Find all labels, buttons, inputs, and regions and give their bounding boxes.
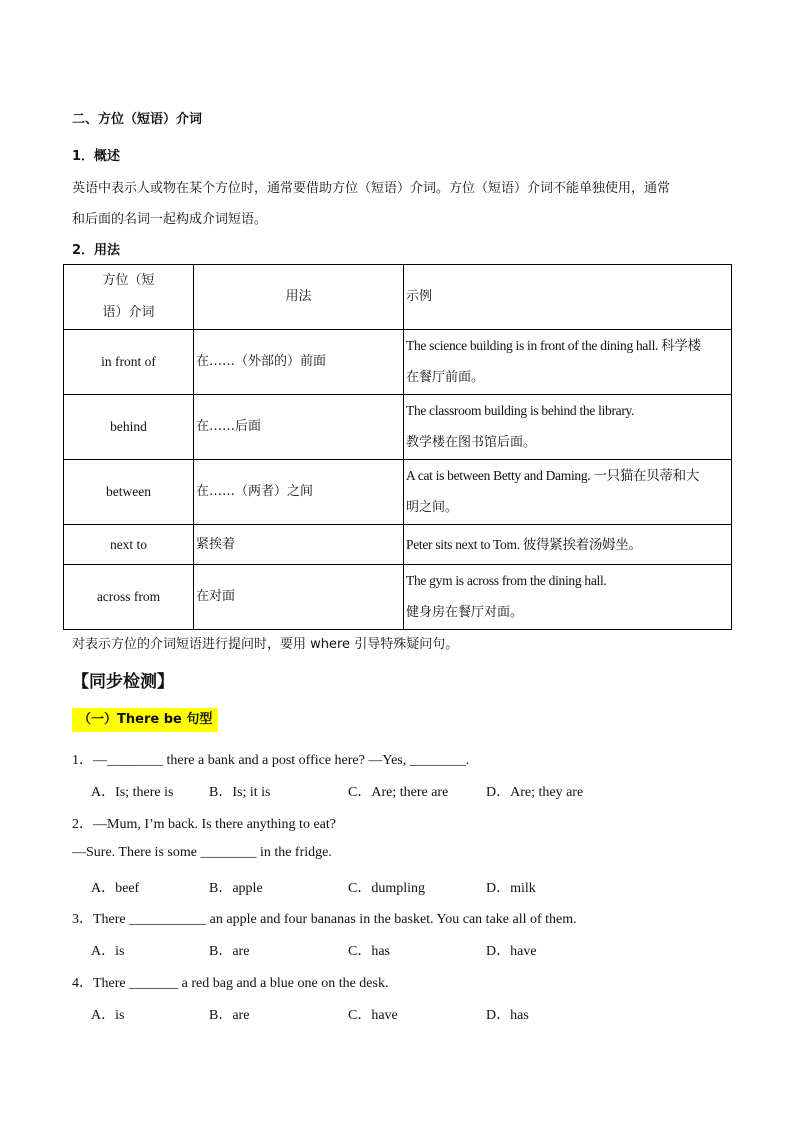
question-1-option-d: D．Are; they are [486, 785, 584, 800]
usage-heading: 2．用法 [72, 243, 121, 258]
row-example-line-2: 明之间。 [406, 500, 459, 515]
question-2-text: 2．—Mum, I’m back. Is there anything to eat? [72, 817, 336, 832]
row-example [404, 460, 732, 525]
question-1-text: 1．—________ there a bank and a post office here? —Yes, ________. [72, 753, 470, 768]
question-1-option-c: C．Are; there are [348, 785, 449, 800]
table-row [64, 395, 732, 460]
question-1-option-b: B．Is; it is [209, 785, 271, 800]
overview-text-line-1: 英语中表示人或物在某个方位时，通常要借助方位（短语）介词。方位（短语）介词不能单独使用，通常 [72, 181, 671, 196]
row-usage: 紧挨着 [194, 525, 404, 565]
row-example-line-1: The gym is across from the dining hall. [406, 573, 607, 588]
table-header-row [64, 265, 732, 330]
header-example: 示例 [404, 265, 732, 330]
question-3-option-d: D．have [486, 944, 537, 959]
question-3-text: 3．There ___________ an apple and four bananas in the basket. You can take all of them. [72, 912, 577, 927]
row-preposition: in front of [64, 330, 194, 395]
question-3-option-b: B．are [209, 944, 250, 959]
question-2-option-a: A．beef [91, 881, 140, 896]
sync-test-title: 【同步检测】 [72, 672, 174, 692]
question-2-text-line-2: —Sure. There is some ________ in the fridge. [72, 845, 332, 860]
question-2-option-d: D．milk [486, 881, 536, 896]
question-4-option-a: A．is [91, 1008, 125, 1023]
row-example-line-1: A cat is between Betty and Daming. 一只猫在贝蒂和大 [406, 468, 700, 483]
row-example-line-2: 教学楼在图书馆后面。 [406, 435, 537, 450]
question-4-option-b: B．are [209, 1008, 250, 1023]
row-example-line-1: The science building is in front of the dining hall. 科学楼 [406, 338, 701, 353]
question-3-option-c: C．has [348, 944, 390, 959]
overview-text-line-2: 和后面的名词一起构成介词短语。 [72, 212, 268, 227]
table-row [64, 330, 732, 395]
row-preposition: across from [64, 565, 194, 630]
part-one-label: （一）There be 句型 [72, 708, 218, 732]
row-usage: 在……后面 [194, 395, 404, 460]
header-usage: 用法 [194, 265, 404, 330]
row-example [404, 330, 732, 395]
row-usage: 在……（外部的）前面 [194, 330, 404, 395]
row-example [404, 565, 732, 630]
header-preposition [64, 265, 194, 330]
header-preposition-line-1: 方位（短 [102, 273, 155, 288]
row-example-line-2: 在餐厅前面。 [406, 370, 485, 385]
usage-table [63, 264, 732, 630]
section-title: 二、方位（短语）介词 [72, 112, 203, 127]
question-4-option-c: C．have [348, 1008, 398, 1023]
table-row [64, 460, 732, 525]
row-usage: 在……（两者）之间 [194, 460, 404, 525]
question-4-option-d: D．has [486, 1008, 529, 1023]
row-example-line-2: 健身房在餐厅对面。 [406, 605, 524, 620]
row-preposition: next to [64, 525, 194, 565]
row-example [404, 395, 732, 460]
row-example-line-1: The classroom building is behind the library. [406, 403, 635, 418]
table-row [64, 565, 732, 630]
header-preposition-line-2: 语）介词 [102, 305, 155, 320]
row-usage: 在对面 [194, 565, 404, 630]
table-row [64, 525, 732, 565]
row-preposition: between [64, 460, 194, 525]
question-4-text: 4．There _______ a red bag and a blue one on the desk. [72, 976, 389, 991]
row-preposition: behind [64, 395, 194, 460]
question-1-option-a: A．Is; there is [91, 785, 174, 800]
question-2-option-b: B．apple [209, 881, 263, 896]
question-3-option-a: A．is [91, 944, 125, 959]
overview-heading: 1．概述 [72, 149, 121, 164]
where-question-note: 对表示方位的介词短语进行提问时，要用 where 引导特殊疑问句。 [72, 637, 459, 652]
question-2-option-c: C．dumpling [348, 881, 426, 896]
row-example: Peter sits next to Tom. 彼得紧挨着汤姆坐。 [404, 525, 732, 565]
